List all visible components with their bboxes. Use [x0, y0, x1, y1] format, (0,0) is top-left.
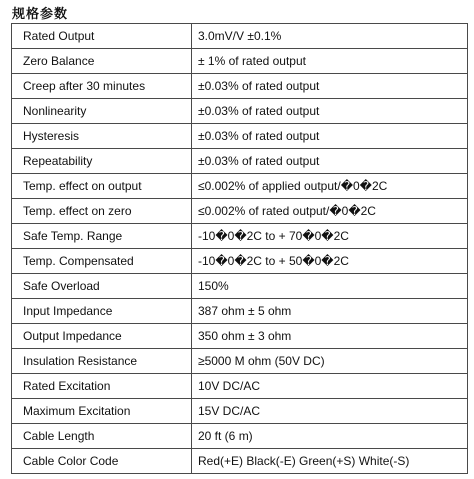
spec-param-cell: Safe Overload: [12, 274, 192, 299]
spec-param-cell: Hysteresis: [12, 124, 192, 149]
spec-param-cell: Zero Balance: [12, 49, 192, 74]
spec-param-cell: Insulation Resistance: [12, 349, 192, 374]
spec-row: [12, 149, 468, 174]
spec-row: [12, 174, 468, 199]
spec-row: [12, 274, 468, 299]
spec-value-cell: ≤0.002% of applied output/�0�2C: [192, 174, 468, 199]
spec-row: [12, 449, 468, 474]
spec-row: [12, 124, 468, 149]
spec-value-cell: 387 ohm ± 5 ohm: [192, 299, 468, 324]
spec-row: [12, 99, 468, 124]
spec-value-cell: -10�0�2C to + 50�0�2C: [192, 249, 468, 274]
spec-value-cell: 15V DC/AC: [192, 399, 468, 424]
spec-param-cell: Temp. effect on output: [12, 174, 192, 199]
spec-param-cell: Cable Length: [12, 424, 192, 449]
spec-row: [12, 74, 468, 99]
spec-param-cell: Cable Color Code: [12, 449, 192, 474]
spec-row: [12, 224, 468, 249]
spec-row: [12, 399, 468, 424]
spec-value-cell: 3.0mV/V ±0.1%: [192, 24, 468, 49]
spec-param-cell: Nonlinearity: [12, 99, 192, 124]
spec-param-cell: Safe Temp. Range: [12, 224, 192, 249]
spec-row: [12, 49, 468, 74]
spec-value-cell: ≥5000 M ohm (50V DC): [192, 349, 468, 374]
spec-row: [12, 299, 468, 324]
spec-param-cell: Creep after 30 minutes: [12, 74, 192, 99]
spec-row: [12, 374, 468, 399]
spec-row: [12, 199, 468, 224]
spec-value-cell: ±0.03% of rated output: [192, 149, 468, 174]
spec-value-cell: ± 1% of rated output: [192, 49, 468, 74]
spec-row: [12, 324, 468, 349]
spec-value-cell: ≤0.002% of rated output/�0�2C: [192, 199, 468, 224]
spec-value-cell: -10�0�2C to + 70�0�2C: [192, 224, 468, 249]
spec-param-cell: Input Impedance: [12, 299, 192, 324]
spec-value-cell: ±0.03% of rated output: [192, 74, 468, 99]
spec-value-cell: Red(+E) Black(-E) Green(+S) White(-S): [192, 449, 468, 474]
spec-row: [12, 424, 468, 449]
spec-param-cell: Rated Output: [12, 24, 192, 49]
spec-row: [12, 249, 468, 274]
page-title: 规格参数: [12, 7, 69, 22]
spec-param-cell: Temp. effect on zero: [12, 199, 192, 224]
spec-param-cell: Maximum Excitation: [12, 399, 192, 424]
spec-row: [12, 349, 468, 374]
spec-value-cell: 10V DC/AC: [192, 374, 468, 399]
spec-value-cell: ±0.03% of rated output: [192, 124, 468, 149]
spec-param-cell: Temp. Compensated: [12, 249, 192, 274]
spec-param-cell: Output Impedance: [12, 324, 192, 349]
spec-value-cell: ±0.03% of rated output: [192, 99, 468, 124]
spec-table: [11, 23, 468, 474]
spec-table-body: [12, 24, 468, 474]
spec-row: [12, 24, 468, 49]
spec-value-cell: 20 ft (6 m): [192, 424, 468, 449]
spec-value-cell: 150%: [192, 274, 468, 299]
spec-param-cell: Rated Excitation: [12, 374, 192, 399]
spec-param-cell: Repeatability: [12, 149, 192, 174]
spec-value-cell: 350 ohm ± 3 ohm: [192, 324, 468, 349]
